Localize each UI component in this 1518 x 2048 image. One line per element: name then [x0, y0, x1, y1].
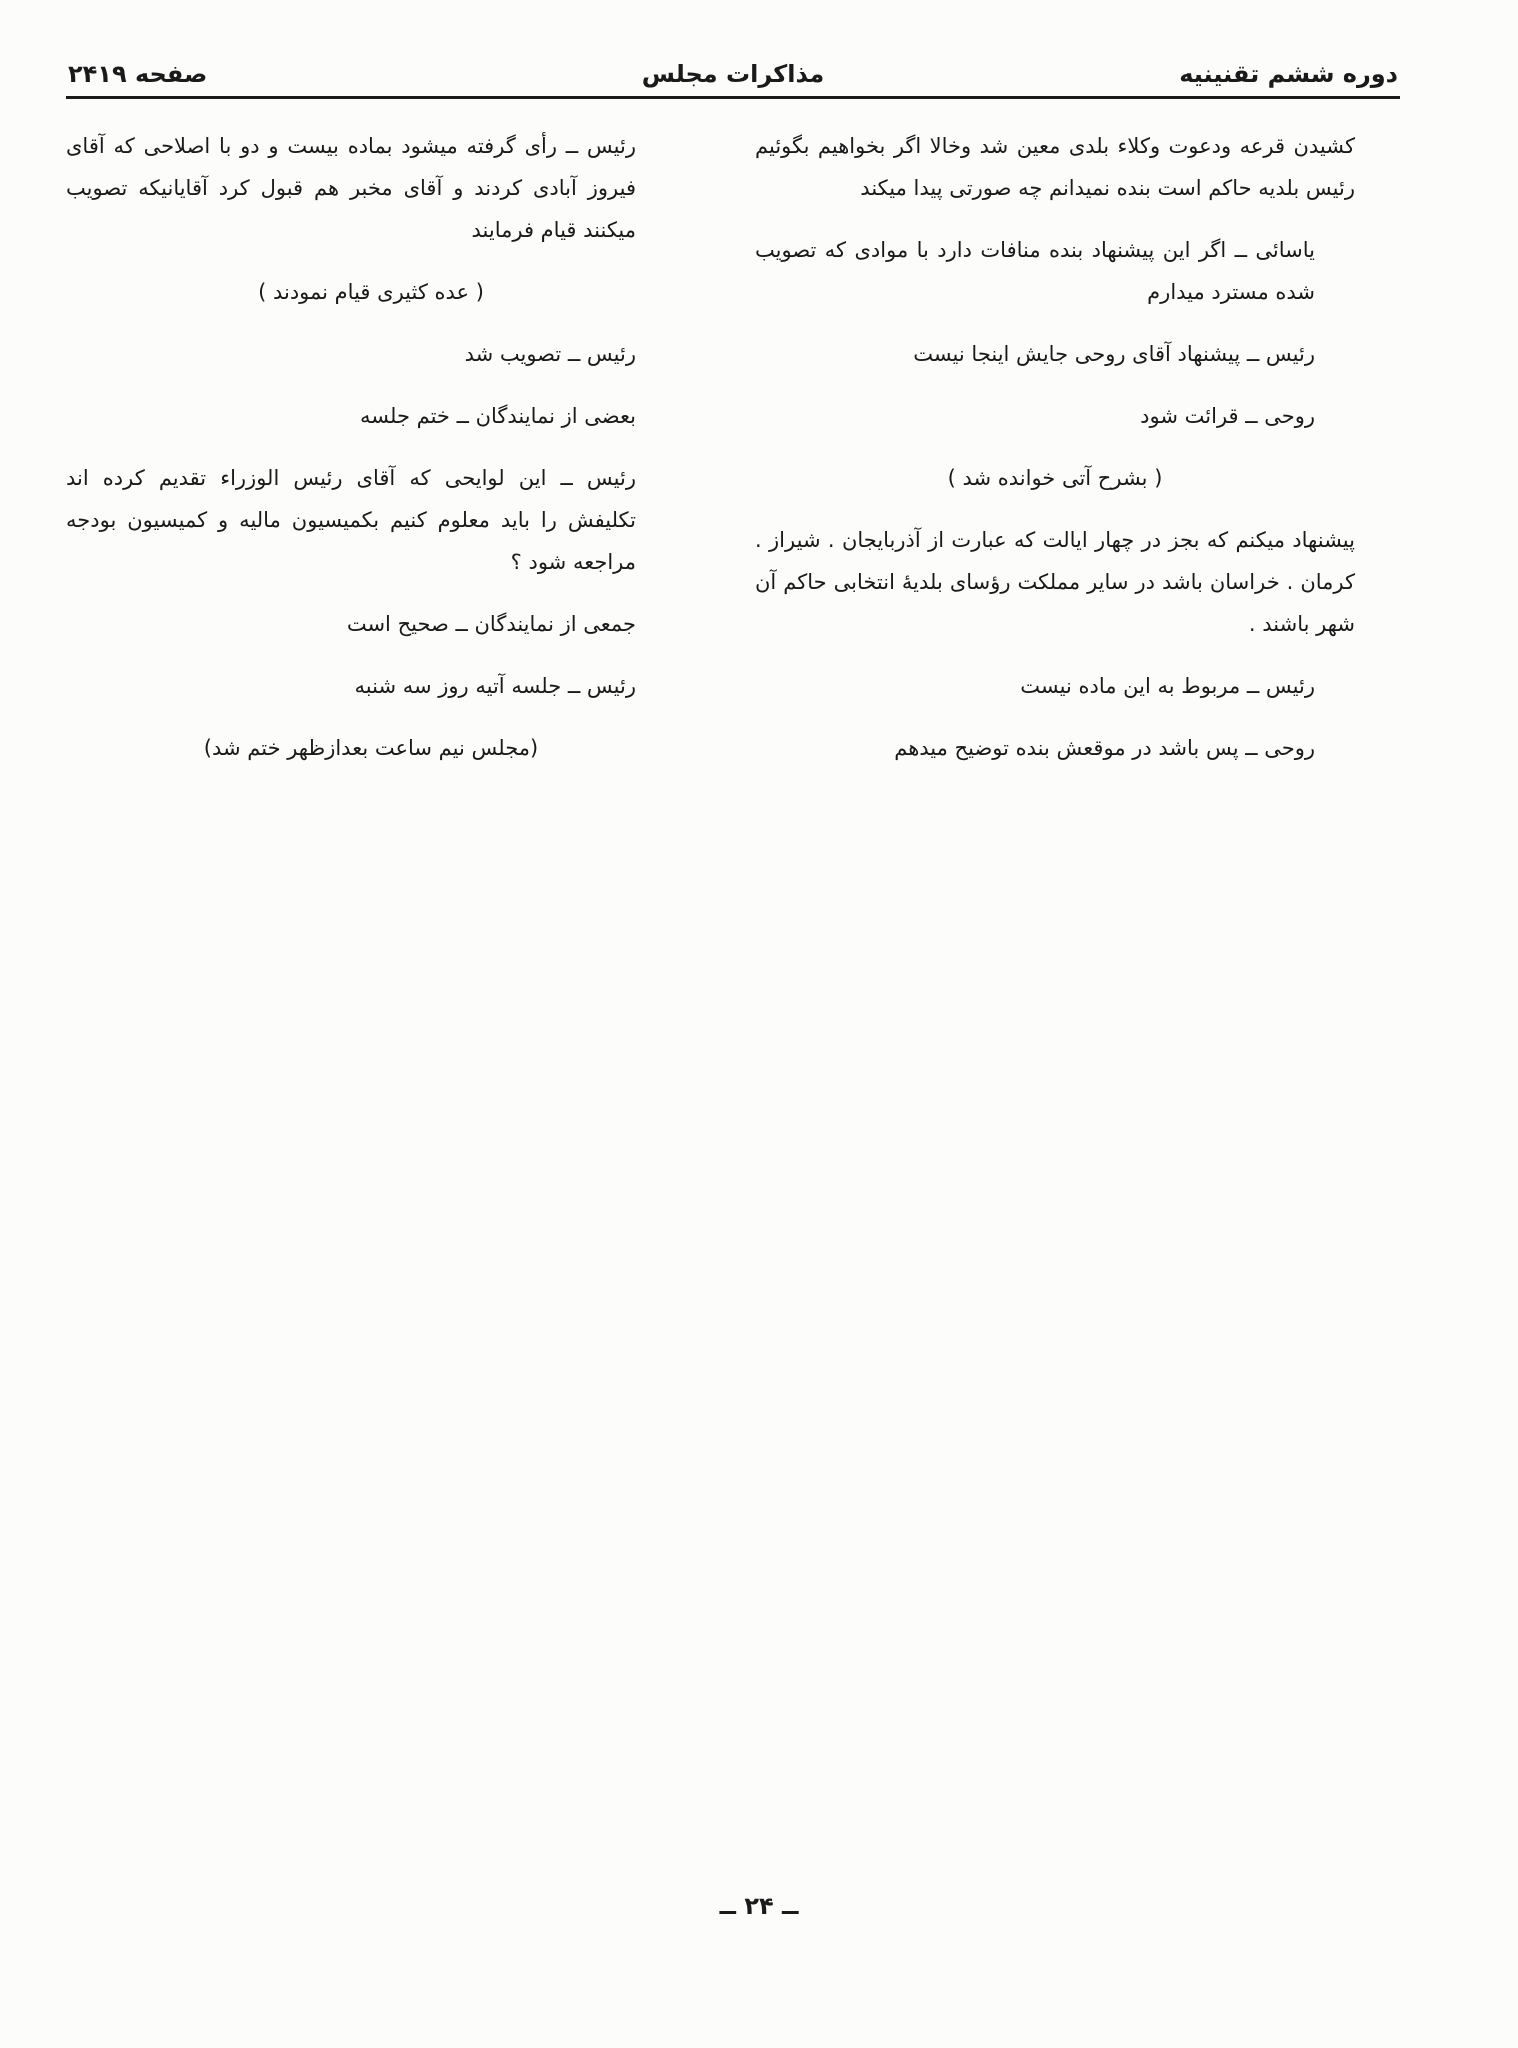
page-header — [68, 58, 1398, 98]
paragraph: جمعی از نمایندگان ــ صحیح است — [346, 612, 636, 636]
paragraph: روحی ــ پس باشد در موقعش بنده توضیح میدهم — [894, 736, 1315, 760]
paragraph: رئیس ــ مربوط به این ماده نیست — [1020, 674, 1315, 698]
paragraph: روحی ــ قرائت شود — [1140, 404, 1315, 428]
page-label: صفحه ۲۴۱۹ — [68, 60, 208, 88]
paragraph: پیشنهاد میکنم که بجز در چهار ایالت که عبارت از آذربایجان . شیراز . کرمان . خراسان باشد در سایر مملکت رؤسای بلدیهٔ انتخابی حاکم آن شهر باشند . — [755, 528, 1355, 636]
session-label: دوره ششم تقنینیه — [1179, 60, 1398, 88]
paragraph: رئیس ــ پیشنهاد آقای روحی جایش اینجا نیست — [913, 342, 1315, 366]
right-column — [755, 125, 1355, 789]
paragraph: (مجلس نیم ساعت بعدازظهر ختم شد) — [203, 736, 539, 760]
paragraph: بعضی از نمایندگان ــ ختم جلسه — [360, 404, 636, 428]
document-title: مذاکرات مجلس — [641, 60, 825, 88]
paragraph: رئیس ــ تصویب شد — [464, 342, 636, 366]
paragraph: رئیس ــ جلسه آتیه روز سه شنبه — [354, 674, 636, 698]
paragraph: ( عده کثیری قیام نمودند ) — [258, 280, 484, 304]
page-number: ــ ۲۴ ــ — [719, 1892, 799, 1920]
header-rule — [66, 96, 1400, 99]
paragraph: رئیس ــ رأی گرفته میشود بماده بیست و دو با اصلاحی که آقای فیروز آبادی کردند و آقای مخبر هم قبول کرد آقایانیکه تصویب میکنند قیام فرمایند — [66, 134, 636, 242]
left-column — [66, 125, 676, 789]
paragraph: یاسائی ــ اگر این پیشنهاد بنده منافات دارد با موادی که تصویب شده مسترد میدارم — [755, 238, 1315, 304]
paragraph: کشیدن قرعه ودعوت وکلاء بلدی معین شد وخالا اگر بخواهیم بگوئیم رئیس بلدیه حاکم است بنده نمیدانم چه صورتی پیدا میکند — [755, 134, 1355, 200]
paragraph: رئیس ــ این لوایحی که آقای رئیس الوزراء تقدیم کرده اند تکلیفش را باید معلوم کنیم بکمیسیون مالیه و کمیسیون بودجه مراجعه شود ؟ — [66, 466, 636, 574]
paragraph: ( بشرح آتی خوانده شد ) — [947, 466, 1163, 490]
